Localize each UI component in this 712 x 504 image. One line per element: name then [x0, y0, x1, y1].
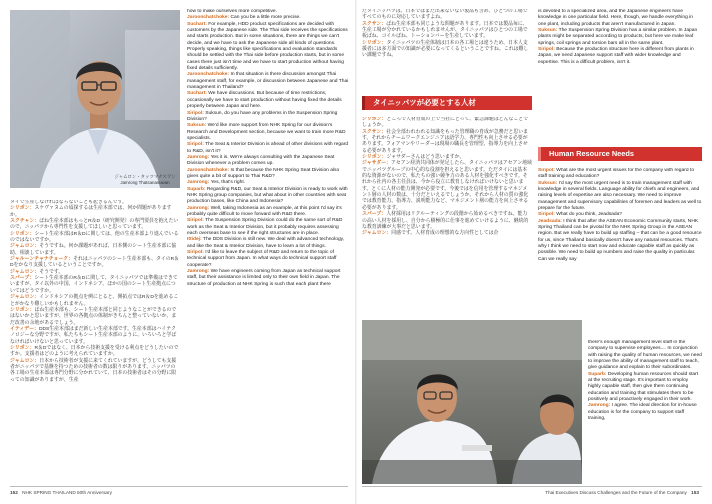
dialogue-text: 日本から技術者が支援に来てくれていますが、どうしても支援者がニッパツで基盤を持つための技術者の数は限りがあります。ニッパツの各工場の生産本部は専門分野に分かれていて、日本の技術者はその分野に限っての知識がありますが、生産 [10, 358, 177, 383]
dialogue-paragraph [10, 244, 180, 257]
footer-right [470, 490, 702, 495]
speaker-name: Siripol: [187, 218, 204, 224]
portrait-illustration [10, 10, 180, 188]
speaker-name: シリポン： [10, 231, 35, 237]
dialogue-paragraph [362, 9, 532, 22]
dialogue-text: だタイニッパツは、日本ではまだ出来ないない製品も含め、ひとつの工場ですべてのものに対応していますよね。 [362, 9, 528, 21]
dialogue-block [362, 117, 532, 238]
section-heading-text: タイニッパツが必要とする人材 [373, 98, 476, 107]
speaker-name: シリポン： [10, 307, 35, 313]
dialogue-paragraph [362, 117, 532, 130]
speaker-name: Siripol: [187, 110, 204, 116]
dialogue-paragraph [10, 308, 180, 327]
meeting-photo [362, 320, 582, 484]
dialogue-paragraph [187, 168, 349, 181]
dialogue-text: how to make ourselves more competitive. [187, 9, 277, 14]
dialogue-text: シート生産本部のR＆Dに関して、タイニッパツでは準備はできていますが、タイ以外の中国、インドネシア、ほかの国のシート生産拠点についてはどうですか。 [10, 276, 178, 294]
dialogue-block [362, 9, 532, 60]
speaker-name: Jaroonchatchoke: [187, 15, 230, 21]
speaker-name: Siripol: [538, 47, 555, 53]
speaker-name: スパープ： [10, 276, 35, 282]
speaker-name: Suksun: [538, 28, 558, 34]
speaker-name: Jamrong: [588, 403, 611, 409]
dialogue-paragraph [538, 9, 702, 28]
speaker-name: ジャルーンチャナチョーク： [10, 257, 74, 263]
dialogue-text: For example, HDD product specifications are decided with customers by the Japanese side. The Thai side receives the specifications and starts production. But in some situations, there are things we can't decide, and we have to ask the Japanese side all kinds of questions. Properly speaking, things like specifications and evaluation standards should be settled with the Thai side before production starts, but in some cases there just isn't time and we have to start production without having fixed details sufficiently. [187, 21, 348, 72]
speaker-name: ジャムロン： [10, 295, 40, 301]
speaker-name: シリポン： [10, 206, 35, 212]
dialogue-paragraph [187, 250, 349, 269]
dialogue-paragraph [187, 187, 349, 206]
dialogue-text: Developing human resources should start at the recruiting stage. It's important to employ highly capable staff, then give them continuing education and training that stimulates them to be positively and proactively engaged in their work. [588, 371, 699, 403]
publication-title: NHK SPRING THAILAND 50th Anniversary [22, 490, 112, 495]
right-column-english-mid [538, 168, 702, 338]
dialogue-text: I think that after the ASEAN Economic Community starts, NHK Spring Thailand can be pivotal for the NHK Spring Group in the ASEAN region. But we really have to build up staffing – that can be a good resource for us, since Thailand basically doesn't have any natural resources. That's why I think we need to start now and educate capable staff as quickly as possible. We need to build up numbers and raise the quality in particular. Can we really say [538, 218, 702, 262]
page-number: 153 [691, 490, 699, 495]
footer-rule-left [10, 486, 348, 487]
dialogue-paragraph [538, 28, 702, 47]
dialogue-text: Yes, that's right. [210, 180, 246, 186]
speaker-name: Suksun: [187, 123, 207, 129]
dialogue-paragraph [187, 22, 349, 73]
dialogue-paragraph [588, 340, 702, 372]
speaker-name: Jamrong: [187, 205, 210, 211]
dialogue-text: R＆Dではなく、日本から技術支援を受ける利点をどうしたいのですか。支援者はどのように考えられていますか。 [10, 345, 179, 358]
section-heading-japanese [362, 96, 532, 110]
dialogue-block [538, 9, 702, 66]
dialogue-paragraph [187, 91, 349, 110]
speaker-name: スパープ： [362, 212, 387, 218]
speaker-name: Jeadsada: [538, 218, 562, 224]
dialogue-paragraph [10, 219, 180, 232]
meeting-illustration [362, 320, 582, 484]
right-column-japanese-top [362, 9, 532, 84]
dialogue-text: We have discussions. But because of time restrictions, occasionally we have to start production without having fixed the details properly between Japan and here. [187, 91, 342, 110]
dialogue-paragraph [538, 47, 702, 66]
speaker-name: Ittidej: [187, 237, 202, 243]
dialogue-paragraph [187, 142, 349, 155]
dialogue-text: DDS生産本部はまだ新しい生産本部です。生産本部はハイテクノロジーな分野ですが、私たちもシート生産本部のように、いろいろと学ばなければいけないと思っています。 [10, 326, 177, 345]
dialogue-paragraph [10, 327, 180, 346]
dialogue-text: We have engineers coming from Japan as technical support staff, but their assistance is limited only to their own field in Japan. The structure of production at NHK Spring is such that each plant there [187, 269, 341, 287]
dialogue-text: What do you think, Jeadsada? [556, 212, 623, 218]
dialogue-paragraph [187, 155, 349, 168]
dialogue-paragraph [187, 72, 349, 91]
speaker-name: シリポン： [362, 155, 387, 161]
dialogue-text: ところで人材育成の上で当社にとって、緊急課題はどんなことでしょうか。 [362, 117, 529, 129]
dialogue-paragraph [187, 123, 349, 142]
dialogue-text: スケヴァヌムの頃探するは生産本部では、何か問題がありますか。 [10, 206, 172, 218]
dialogue-paragraph [10, 295, 180, 308]
dialogue-block [187, 9, 349, 288]
speaker-name: Siripol: [538, 212, 555, 218]
dialogue-text: The Suspension Spring Division could do the same sort of R&D work as the Seat & Interior Division, but it probably requires assessing each overseas base to see if the right structures are in place. [187, 218, 343, 237]
dialogue-paragraph [538, 181, 702, 213]
dialogue-text: それはニッパツのシート生産本部も、タイのR＆Dをかなり支援しているということですか。 [10, 257, 180, 269]
speaker-name: シリポン： [362, 40, 387, 46]
caption-japanese: ジャムロン・タッツマナスワン [114, 174, 176, 179]
speaker-name: スクサン： [362, 129, 387, 135]
speaker-name: ジャサダー： [362, 161, 392, 167]
speaker-name: スクサン： [362, 21, 387, 27]
right-column-japanese-bottom [362, 117, 532, 314]
speaker-name: Siripol: [187, 250, 204, 256]
dialogue-paragraph [10, 346, 180, 359]
dialogue-text: Can you be a little more precise. [230, 15, 301, 21]
dialogue-paragraph [362, 212, 532, 231]
dialogue-text: Suksun, do you have any problems in the Suspension Spring Division? [187, 110, 338, 122]
article-title: Thai Executives Discuss Challenges and the Future of the Company [545, 490, 687, 495]
dialogue-paragraph [10, 359, 180, 384]
right-column-english-wrap [588, 340, 702, 485]
speaker-name: ジャムロン： [10, 269, 40, 275]
dialogue-text: I'd like to leave the subject of R&D and return to the topic of technical support from Japan. In what ways do technical support staff cooperate? [187, 250, 337, 268]
speaker-name: イティデー： [10, 326, 39, 332]
dialogue-text: 社会全部われわれる知識をもった管理職の育成が急務だと思います。それからチームワークエンジニアは語学力、専門性も向上させる必要があります。フォアマンやリーダーは現場の職長を管理型、指導力を向上させる必要があります。 [362, 129, 529, 154]
right-column-english-top [538, 9, 702, 139]
gutter [355, 0, 357, 504]
dialogue-text: Regarding R&D, our Seat & Interior Division is ready to work with NHK Spring group companies, but what about in other countries with seat production bases, like China and Indonesia? [187, 186, 348, 205]
dialogue-text: I'd say the most urgent need is to train management staff with knowledge in several fields. Language ability for chiefs and engineers, and raising levels of expertise are also necessary. We need to improve management and supervisory capabilities of foremen and leaders as well to prepare for the future. [538, 180, 702, 212]
dialogue-paragraph [538, 168, 702, 181]
dialogue-text: インドネシアの拠点を例にとると、開拓点ではR＆Dを進めることがかなり難しいかもしれません。 [10, 295, 179, 307]
speaker-name: Jamrong: [187, 180, 210, 186]
interview-column-english-1 [187, 9, 349, 484]
speaker-name: Suchart: [187, 21, 207, 27]
dialogue-block [588, 340, 702, 422]
dialogue-paragraph [10, 206, 180, 219]
speaker-name: Jamrong: [187, 154, 210, 160]
speaker-name: ジャムロン： [10, 358, 40, 364]
dialogue-text: 人材採用はリクルーティングの段階から始めるべきですね。能力の高い人材を採用し、自分から積極的に仕事を進めていけるように、継続的な教育訓練が大事だと思います。 [362, 212, 529, 230]
dialogue-text: タイで生産しなければならないことも起きるんです。 [10, 200, 127, 205]
dialogue-text: We'd like more support from NHK Spring for our division's Research and Development section, because we want to train more R&D specialists. [187, 123, 346, 141]
dialogue-paragraph [362, 231, 532, 237]
dialogue-paragraph [588, 403, 702, 422]
dialogue-paragraph [538, 219, 702, 263]
dialogue-paragraph [10, 276, 180, 295]
footer-rule-right [362, 486, 702, 487]
dialogue-text: ばね生産本部はもっとR＆D（研究開発）の専門要員を抱えたいので、ニッパツから専門性を支援してほしいと思っています。 [10, 219, 179, 231]
dialogue-paragraph [187, 237, 349, 250]
speaker-name: シリポン： [362, 117, 387, 122]
page-number: 152 [10, 490, 18, 495]
dialogue-text: is devoted to a specialized area, and the Japanese engineers have knowledge in one particular field. Here, though, we handle everything in one plant, including products that aren't manufactured in Japan. [538, 9, 693, 27]
caption-english: Jamrong Thatsanasuwan [120, 179, 170, 185]
dialogue-paragraph [187, 206, 349, 219]
dialogue-paragraph [187, 111, 349, 124]
dialogue-text: there's enough management level staff in the company to supervise employees.... In conjunction with raising the quality of human resources, we need to improve the ability of management staff to teach, give guidance and explain to their subordinates. [588, 340, 702, 371]
dialogue-paragraph [362, 130, 532, 155]
portrait-photo-jamrong [10, 10, 180, 188]
speaker-name: Suksun: [538, 180, 558, 186]
footer-left [10, 490, 112, 495]
dialogue-text: ばね生産本部も同じような問題があります。日本では製品毎に、生産工場が分かれているかもしれませんが、タイニッパツはひとつの工場で板ばね、コイルばね、トーションバーを生産しています。 [362, 21, 528, 40]
dialogue-text: Is that because the NHK Spring Seat Division also gives quite a bit of support to Thai R&D? [187, 167, 340, 179]
dialogue-paragraph [362, 22, 532, 41]
speaker-name: Suparb: [187, 186, 206, 192]
dialogue-text: そうですね。何か課題があれば、日本側のシート生産本部に協助、相談しています。 [10, 244, 177, 256]
photo-caption [110, 174, 180, 185]
speaker-name: スクチャン： [10, 219, 40, 225]
speaker-name: Suchart: [187, 91, 207, 97]
left-column-japanese [10, 200, 180, 484]
speaker-name: Jaroonchatchoke: [187, 72, 230, 78]
speaker-name: ジャムロン： [10, 244, 40, 250]
dialogue-text: ばね生産本部も、シート生産本部と同じようなことができるのではないかと思いますが、世界の各拠点の体制がきちんと整っていないか、まだ改善の余地があるでしょう。 [10, 307, 177, 326]
dialogue-text: ジャサダーさんはどう思いますか。 [386, 155, 465, 161]
dialogue-block [10, 200, 180, 384]
speaker-name: Jamrong: [187, 269, 210, 275]
dialogue-text: タイニッパツの生産体制は日本の各工場とは違うため、日本人支援者には多方面での知識が必要になってくるということですね。これは難しい課題ですね。 [362, 40, 529, 59]
dialogue-text: The DDS Division is still new. We deal with advanced technology, and like the Seat & Interior Division, have to learn a lot of things. [187, 237, 345, 249]
dialogue-text: アセアン経済共同体が発足したら、タイニッパツはアセアン地域でニッパツグループの中心的な役割を担えると思います。ただタイには基本的な資源がないので、私たちの強い競争力のある人材を強化すべきです。それから社内の各主任員は、今から役立に教育しなければいけないと思います。とくに人材の能力開発が必要です。今後ではを信用を管理するマネジメント層の人材の数は、十分だといえるでしょうか。それから人材の質の強化では教育能力、指導力、説明能力など、マネジメント層の能力を向上させる必要があります。 [362, 161, 532, 211]
speaker-name: Suparb: [588, 371, 607, 377]
speaker-name: Siripol: [187, 142, 204, 148]
dialogue-text: そうです。 [39, 269, 64, 275]
dialogue-text: The Suspension Spring Division has a similar problem. In Japan plants might be separated according to products, but here we make leaf springs, coil springs and torsion bars all in the same plant. [538, 28, 698, 46]
dialogue-text: The Seat & Interior Division is ahead of other divisions with regard to R&D, isn't it? [187, 142, 349, 154]
speaker-name: Siripol: [538, 168, 555, 173]
dialogue-text: Because the production structure here is different from plants in Japan, we need Japanese support staff with wider knowledge and expertise. This is a difficult problem, isn't it. [538, 47, 694, 65]
dialogue-text: What are the most urgent issues for the company with regard to staff training and education? [538, 168, 695, 180]
dialogue-paragraph [362, 41, 532, 60]
section-heading-english [538, 147, 702, 161]
speaker-name: Jaroonchatchoke: [187, 167, 230, 173]
dialogue-text: Well, taking Indonesia as an example, at this point I'd say it's probably quite difficult to move forward with R&D there. [187, 205, 342, 217]
dialogue-text: Yes it is. We're always consulting with the Japanese Seat Division whenever a problem comes up. [187, 154, 335, 167]
dialogue-block [538, 168, 702, 263]
dialogue-text: In that situation is there discussion amongst Thai management staff, for example, or discussion between Japanese and Thai management in Thailand? [187, 72, 349, 91]
dialogue-paragraph [588, 372, 702, 404]
dialogue-paragraph [187, 269, 349, 288]
speaker-name: ジャムロン： [362, 231, 392, 237]
dialogue-text: I agree. The ideal direction for in-house education is for the company to support staff training, [588, 403, 697, 422]
dialogue-paragraph [10, 232, 180, 245]
dialogue-text: シート生産本部はR＆Dに関しては、他の生産本部より進んでいるのではないですか。 [10, 231, 179, 244]
dialogue-paragraph [10, 257, 180, 270]
dialogue-paragraph [187, 218, 349, 237]
dialogue-text: 同感です。人材育成の理想的な方向性としては企 [391, 231, 499, 237]
speaker-name: シリポン： [10, 345, 35, 351]
dialogue-paragraph [362, 161, 532, 212]
section-heading-text: Human Resource Needs [549, 149, 635, 158]
